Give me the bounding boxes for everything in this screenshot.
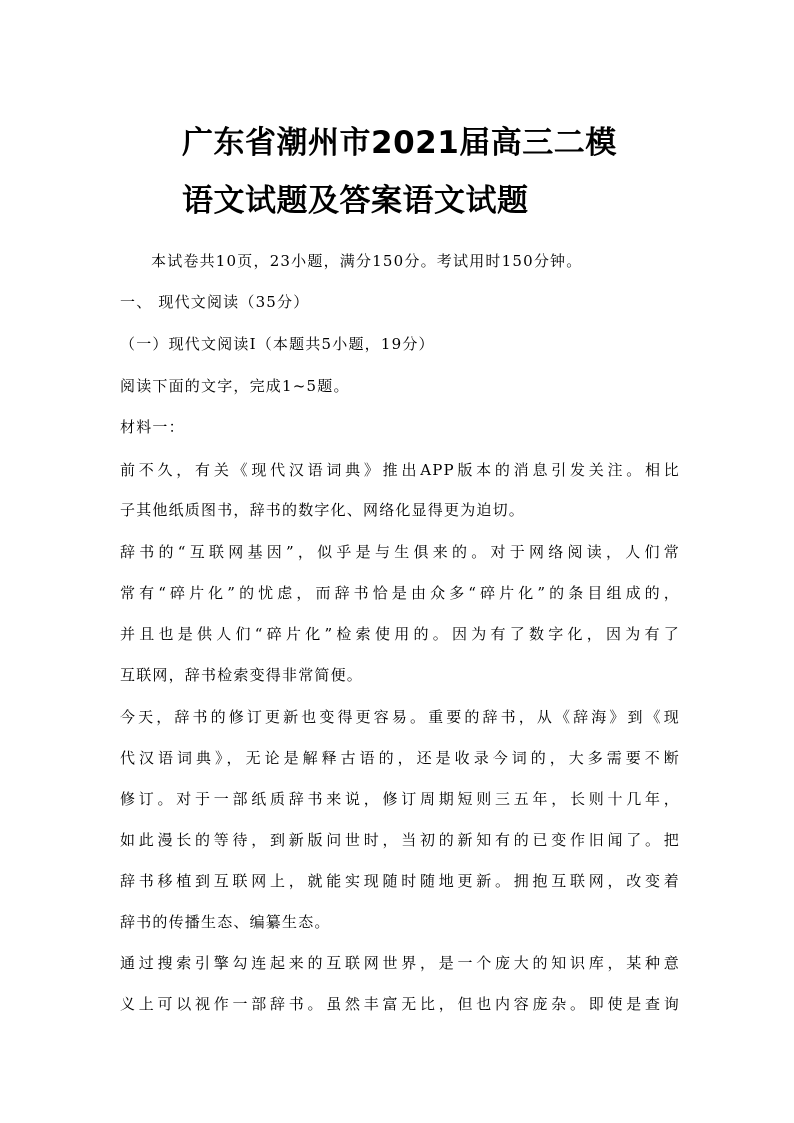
document-title-line2: 语文试题及答案语文试题 — [182, 183, 529, 219]
reading-instruction: 阅读下面的文字，完成1~5题。 — [120, 377, 350, 395]
paragraph-line: 代汉语词典》，无论是解释古语的，还是收录今词的，大多需要不断 — [120, 749, 680, 767]
material-label: 材料一： — [120, 418, 185, 436]
paragraph-line: 互联网，辞书检索变得非常简便。 — [120, 666, 364, 684]
paragraph-line: 通过搜索引擎勾连起来的互联网世界，是一个庞大的知识库，某种意 — [120, 954, 680, 972]
paragraph-line: 辞书的“互联网基因”，似乎是与生俱来的。对于网络阅读，人们常 — [120, 543, 680, 561]
paragraph-line: 义上可以视作一部辞书。虽然丰富无比，但也内容庞杂。即使是查询 — [120, 995, 680, 1013]
document-title-line1: 广东省潮州市2021届高三二模 — [182, 125, 617, 161]
subsection-heading: （一）现代文阅读Ⅰ（本题共5小题，19分） — [120, 335, 435, 353]
paragraph-line: 辞书的传播生态、编纂生态。 — [120, 913, 331, 931]
section-heading: 一、 现代文阅读（35分） — [120, 293, 310, 311]
paragraph-line: 今天，辞书的修订更新也变得更容易。重要的辞书，从《辞海》到《现 — [120, 708, 680, 726]
paragraph-line: 子其他纸质图书，辞书的数字化、网络化显得更为迫切。 — [120, 501, 526, 519]
paragraph-line: 如此漫长的等待，到新版问世时，当初的新知有的已变作旧闻了。把 — [120, 831, 680, 849]
paragraph-line: 辞书移植到互联网上，就能实现随时随地更新。拥抱互联网，改变着 — [120, 872, 680, 890]
exam-intro: 本试卷共10页，23小题，满分150分。考试用时150分钟。 — [151, 252, 583, 270]
paragraph-line: 前不久，有关《现代汉语词典》推出APP版本的消息引发关注。相比 — [120, 461, 680, 479]
paragraph-line: 修订。对于一部纸质辞书来说，修订周期短则三五年，长则十几年， — [120, 790, 680, 808]
paragraph-line: 并且也是供人们“碎片化”检索使用的。因为有了数字化，因为有了 — [120, 625, 680, 643]
paragraph-line: 常有“碎片化”的忧虑，而辞书恰是由众多“碎片化”的条目组成的， — [120, 584, 680, 602]
